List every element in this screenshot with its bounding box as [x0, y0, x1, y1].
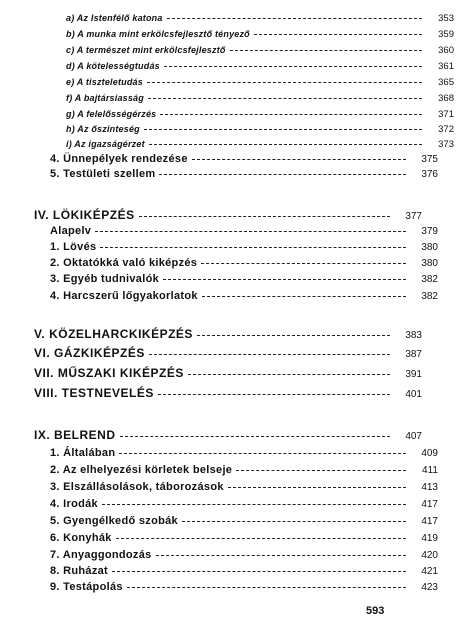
- toc-entry-label: 5. Gyengélkedő szobák: [50, 515, 178, 527]
- toc-entry-label: b) A munka mint erkölcsfejlesztő tényező: [66, 29, 250, 39]
- toc-entry: [0, 241, 459, 253]
- toc-entry: [0, 481, 459, 493]
- toc-entry-page: 413: [421, 482, 438, 493]
- toc-entry-label: 4. Harcszerű lőgyakorlatok: [50, 290, 198, 302]
- toc-leader: [254, 34, 422, 35]
- toc-entry-page: 361: [438, 61, 454, 72]
- toc-leader: [159, 174, 406, 175]
- toc-section-heading: [0, 208, 443, 222]
- toc-entry: [0, 109, 475, 120]
- toc-leader: [230, 50, 422, 51]
- toc-leader: [139, 216, 390, 217]
- toc-entry-page: 420: [421, 550, 438, 561]
- page-number: 593: [366, 605, 385, 617]
- toc-leader: [95, 231, 406, 232]
- toc-entry: [0, 565, 459, 577]
- toc-leader: [197, 335, 390, 336]
- toc-leader: [102, 504, 406, 505]
- toc-entry: [0, 515, 459, 527]
- toc-entry-label: f) A bajtársiasság: [66, 93, 144, 103]
- toc-entry: [0, 168, 459, 180]
- toc-entry: [0, 532, 459, 544]
- toc-leader: [228, 487, 406, 488]
- toc-entry: [0, 77, 475, 88]
- toc-entry: [0, 549, 459, 561]
- toc-entry-page: 380: [421, 242, 438, 253]
- toc-entry-page: 382: [421, 291, 438, 302]
- toc-entry-label: d) A kötelességtudás: [66, 61, 160, 71]
- toc-entry-label: 1. Lövés: [50, 241, 97, 253]
- toc-entry-page: 375: [421, 154, 438, 165]
- toc-entry-label: i) Az igazságérzet: [66, 139, 145, 149]
- toc-entry-page: 376: [421, 169, 438, 180]
- toc-entry-label: IX. BELREND: [34, 428, 116, 442]
- toc-entry-label: 4. Irodák: [50, 498, 98, 510]
- toc-leader: [100, 247, 406, 248]
- toc-entry: [0, 581, 459, 593]
- toc-entry-label: VII. MŰSZAKI KIKÉPZÉS: [34, 366, 184, 380]
- toc-entry-page: 372: [438, 124, 454, 135]
- toc-entry-page: 379: [421, 226, 438, 237]
- toc-entry-label: 3. Elszállásolások, táborozások: [50, 481, 224, 493]
- toc-entry-page: 401: [405, 389, 422, 400]
- toc-entry: [0, 45, 475, 56]
- toc-entry-label: 9. Testápolás: [50, 581, 123, 593]
- toc-entry-label: g) A felelősségérzés: [66, 109, 157, 119]
- toc-entry-label: VI. GÁZKIKÉPZÉS: [34, 346, 145, 360]
- toc-entry-page: 411: [422, 465, 438, 476]
- toc-leader: [202, 296, 406, 297]
- toc-entry-page: 417: [421, 516, 438, 527]
- toc-entry: [0, 61, 475, 72]
- toc-leader: [144, 129, 422, 130]
- toc-leader: [149, 354, 390, 355]
- toc-entry-page: 365: [438, 77, 454, 88]
- toc-entry-page: 407: [405, 431, 422, 442]
- toc-section-heading: [0, 428, 443, 442]
- toc-entry: [0, 153, 459, 165]
- toc-entry: [0, 290, 459, 302]
- toc-leader: [127, 587, 406, 588]
- toc-entry: [0, 257, 459, 269]
- toc-entry-label: 4. Ünnepélyek rendezése: [50, 153, 188, 165]
- toc-entry: [0, 13, 475, 24]
- toc-entry-page: 391: [405, 369, 422, 380]
- toc-leader: [188, 374, 390, 375]
- toc-entry-page: 383: [405, 330, 422, 341]
- toc-entry-label: IV. LÖKIKÉPZÉS: [34, 208, 135, 222]
- toc-leader: [201, 263, 406, 264]
- toc-leader: [112, 571, 406, 572]
- toc-entry-page: 353: [438, 13, 454, 24]
- toc-entry-label: e) A tiszteletudás: [66, 77, 143, 87]
- toc-entry-page: 377: [405, 211, 422, 222]
- toc-section-heading: [0, 386, 443, 400]
- toc-entry-label: c) A természet mint erkölcsfejlesztő: [66, 45, 226, 55]
- toc-leader: [167, 18, 422, 19]
- toc-section-heading: [0, 327, 443, 341]
- toc-leader: [182, 521, 406, 522]
- toc-entry-page: 409: [421, 448, 438, 459]
- toc-entry-label: 3. Egyéb tudnivalók: [50, 273, 160, 285]
- toc-entry-page: 380: [421, 258, 438, 269]
- toc-leader: [164, 66, 422, 67]
- toc-entry-page: 423: [421, 582, 438, 593]
- toc-entry-label: a) Az Istenfélő katona: [66, 13, 163, 23]
- toc-entry-page: 373: [438, 139, 454, 150]
- toc-entry-label: 5. Testületi szellem: [50, 168, 156, 180]
- toc-entry-page: 360: [438, 45, 454, 56]
- toc-entry-label: 8. Ruházat: [50, 565, 109, 577]
- toc-leader: [163, 279, 406, 280]
- toc-leader: [119, 453, 406, 454]
- toc-entry-label: 1. Általában: [50, 447, 116, 459]
- toc-leader: [192, 159, 406, 160]
- toc-entry-label: 6. Konyhák: [50, 532, 112, 544]
- toc-leader: [116, 538, 406, 539]
- toc-entry-label: 2. Oktatókká való kiképzés: [50, 257, 198, 269]
- toc-leader: [147, 82, 422, 83]
- toc-entry-page: 419: [421, 533, 438, 544]
- toc-entry-label: 7. Anyaggondozás: [50, 549, 152, 561]
- toc-entry: [0, 447, 459, 459]
- toc-entry-label: h) Az őszinteség: [66, 124, 140, 134]
- toc-entry: [0, 464, 459, 476]
- toc-entry: [0, 93, 475, 104]
- toc-leader: [236, 470, 406, 471]
- toc-entry: [0, 225, 459, 237]
- toc-entry: [0, 273, 459, 285]
- toc-entry-label: V. KÖZELHARCKIKÉPZÉS: [34, 327, 193, 341]
- toc-entry: [0, 498, 459, 510]
- toc-entry-page: 387: [405, 349, 422, 360]
- toc-leader: [149, 144, 422, 145]
- toc-leader: [160, 114, 422, 115]
- toc-entry-page: 417: [421, 499, 438, 510]
- toc-entry: [0, 139, 475, 150]
- toc-entry-label: Alapelv: [50, 225, 92, 237]
- toc-entry-label: 2. Az elhelyezési körletek belseje: [50, 464, 233, 476]
- toc-leader: [148, 98, 422, 99]
- toc-leader: [120, 436, 390, 437]
- toc-entry-page: 371: [438, 109, 454, 120]
- toc-entry: [0, 124, 475, 135]
- toc-leader: [156, 555, 406, 556]
- toc-entry: [0, 29, 475, 40]
- toc-entry-label: VIII. TESTNEVELÉS: [34, 386, 154, 400]
- toc-section-heading: [0, 366, 443, 380]
- toc-entry-page: 421: [421, 566, 438, 577]
- toc-entry-page: 368: [438, 93, 454, 104]
- toc-leader: [158, 394, 390, 395]
- toc-section-heading: [0, 346, 443, 360]
- toc-entry-page: 382: [421, 274, 438, 285]
- toc-entry-page: 359: [438, 29, 454, 40]
